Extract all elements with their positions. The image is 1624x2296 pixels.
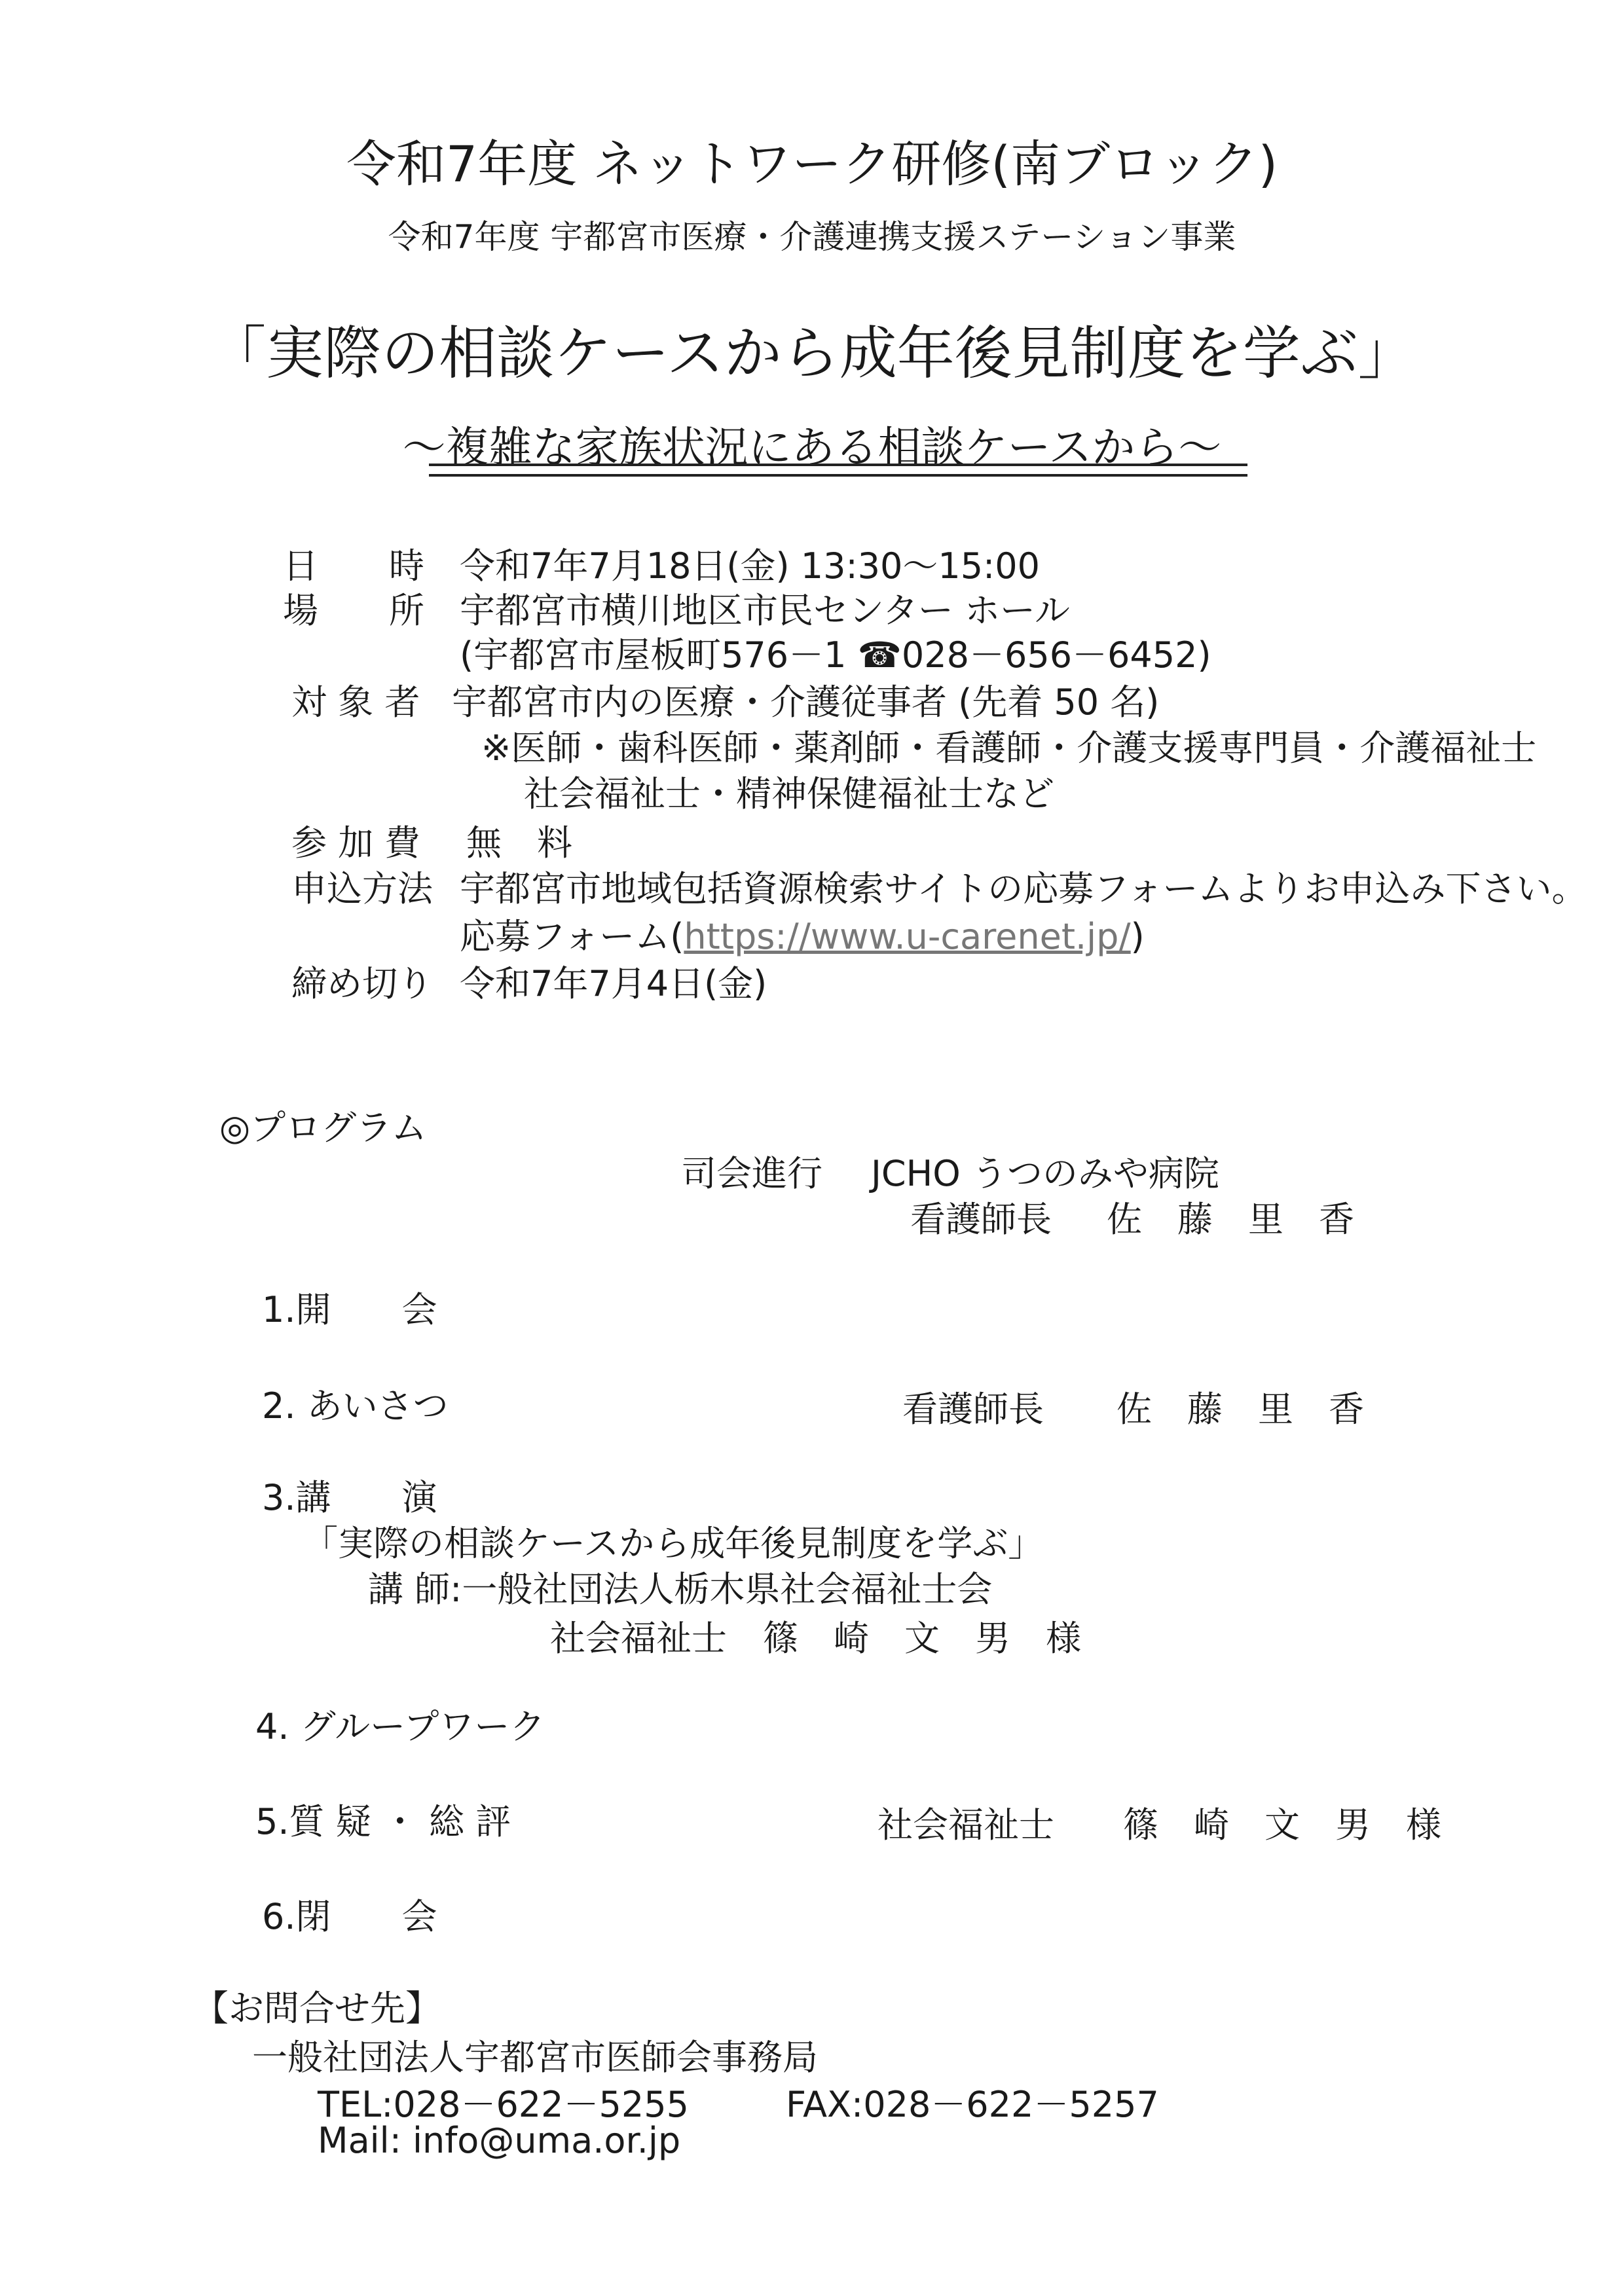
place-label: 場 所 xyxy=(283,590,424,631)
place-address: (宇都宮市屋板町576－1 ☎028－656－6452) xyxy=(460,634,1211,676)
subtitle-double-underline xyxy=(429,464,1247,477)
program-heading: ◎プログラム xyxy=(219,1107,427,1148)
sub-title: ～複雑な家族状況にある相談ケースから～ xyxy=(402,422,1222,473)
target-note-professions: ※医師・歯科医師・薬剤師・看護師・介護支援専門員・介護福祉士 xyxy=(481,727,1537,769)
apply-form-suffix: ) xyxy=(1130,916,1145,957)
apply-value: 宇都宮市地域包括資源検索サイトの応募フォームよりお申込み下さい。 xyxy=(460,868,1587,909)
contact-heading: 【お問合せ先】 xyxy=(193,1988,441,2029)
deadline-label: 締め切り xyxy=(291,963,433,1004)
event-subtitle: 令和7年度 宇都宮市医療・介護連携支援ステーション事業 xyxy=(388,218,1236,256)
greeting-name: 佐 藤 里 香 xyxy=(1116,1389,1364,1430)
fee-value: 無 料 xyxy=(466,822,572,864)
target-label: 対 象 者 xyxy=(291,682,420,723)
mc-organization: JCHO うつのみや病院 xyxy=(871,1153,1219,1194)
lecture-title: 「実際の相談ケースから成年後見制度を学ぶ」 xyxy=(303,1523,1044,1564)
mc-label: 司会進行 xyxy=(681,1153,822,1194)
mc-role: 看護師長 xyxy=(910,1199,1052,1240)
apply-label: 申込方法 xyxy=(291,868,433,909)
event-title: 令和7年度 ネットワーク研修(南ブロック) xyxy=(346,135,1278,193)
main-title: 「実際の相談ケースから成年後見制度を学ぶ」 xyxy=(208,319,1416,387)
lecture-name: 篠 崎 文 男 様 xyxy=(763,1618,1081,1659)
program-item-qa-review: 5.質 疑 ・ 総 評 xyxy=(255,1801,511,1842)
fee-label: 参 加 費 xyxy=(291,822,420,864)
apply-form-link[interactable]: https://www.u-carenet.jp/ xyxy=(684,916,1131,957)
datetime-value: 令和7年7月18日(金) 13:30～15:00 xyxy=(460,545,1040,587)
apply-form-line xyxy=(460,909,1145,959)
contact-fax: FAX:028－622－5257 xyxy=(786,2084,1159,2125)
qa-role: 社会福祉士 xyxy=(877,1804,1054,1846)
mc-name: 佐 藤 里 香 xyxy=(1107,1199,1354,1240)
program-item-closing: 6.閉 会 xyxy=(262,1896,437,1937)
program-item-group-work: 4. グループワーク xyxy=(255,1706,545,1747)
lecture-lecturer: 講 師:一般社団法人栃木県社会福祉士会 xyxy=(368,1569,993,1610)
program-item-opening: 1.開 会 xyxy=(262,1289,437,1330)
target-note-more: 社会福祉士・精神保健福祉士など xyxy=(524,773,1054,814)
qa-name: 篠 崎 文 男 様 xyxy=(1123,1804,1441,1846)
program-item-greeting: 2. あいさつ xyxy=(262,1385,449,1427)
contact-mail: Mail: info@uma.or.jp xyxy=(318,2120,681,2161)
lecture-role: 社会福祉士 xyxy=(550,1618,727,1659)
place-value: 宇都宮市横川地区市民センター ホール xyxy=(460,590,1070,631)
datetime-label: 日 時 xyxy=(283,545,424,587)
deadline-value: 令和7年7月4日(金) xyxy=(460,963,767,1004)
program-item-lecture: 3.講 演 xyxy=(262,1477,437,1518)
contact-tel: TEL:028－622－5255 xyxy=(318,2084,689,2125)
target-value: 宇都宮市内の医療・介護従事者 (先着 50 名) xyxy=(452,682,1160,723)
apply-form-prefix: 応募フォーム( xyxy=(460,916,684,957)
contact-organization: 一般社団法人宇都宮市医師会事務局 xyxy=(252,2037,818,2078)
greeting-role: 看護師長 xyxy=(902,1389,1044,1430)
